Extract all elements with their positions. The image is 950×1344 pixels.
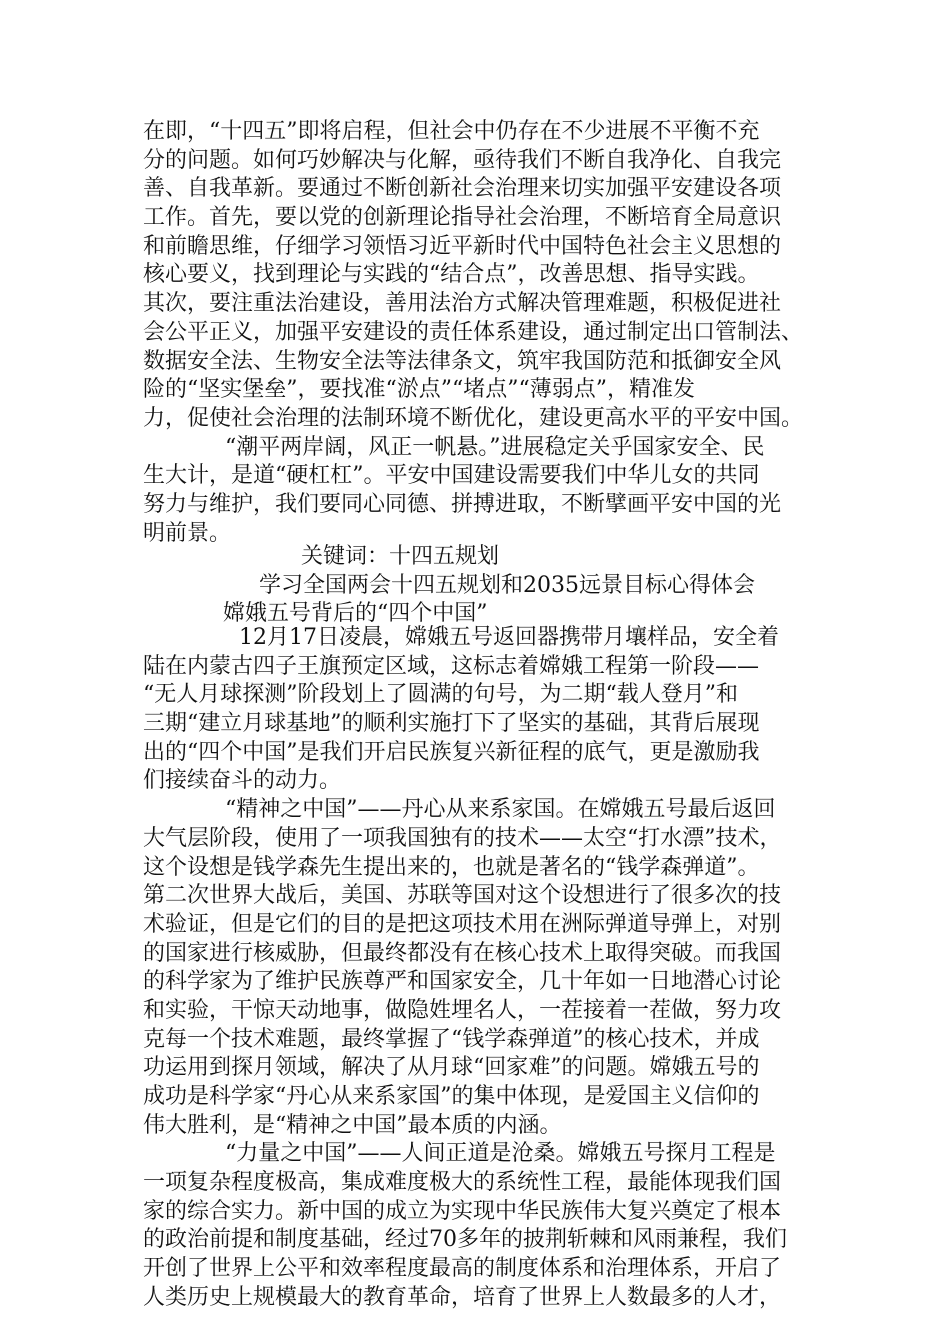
text-line: 这个设想是钱学森先生提出来的，也就是著名的“钱学森弹道”。 [143,854,760,880]
text-line: 一项复杂程度极高，集成难度极大的系统性工程，最能体现我们国 [143,1170,782,1196]
text-line: 术验证，但是它们的目的是把这项技术用在洲际弹道导弹上，对别 [143,911,782,937]
text-line: “潮平两岸阔，风正一帆悬。”进展稳定关乎国家安全、民 [225,434,765,460]
text-line: 善、自我革新。要通过不断创新社会治理来切实加强平安建设各项 [143,176,782,202]
text-line: 会公平正义，加强平安建设的责任体系建设，通过制定出口管制法、 [143,319,804,345]
text-line: 们接续奋斗的动力。 [143,768,342,794]
text-line: 努力与维护，我们要同心同德、拼搏进取，不断擘画平安中国的光 [143,491,782,517]
heading-block [143,543,813,629]
text-line: 大气层阶段，使用了一项我国独有的技术——太空“打水漂”技术， [143,825,782,851]
text-line: 其次，要注重法治建设，善用法治方式解决管理难题，积极促进社 [143,291,782,317]
text-line: 第二次世界大战后，美国、苏联等国对这个设想进行了很多次的技 [143,883,782,909]
text-line: 的国家进行核威胁，但最终都没有在核心技术上取得突破。而我国 [143,940,782,966]
document-title: 学习全国两会十四五规划和2035远景目标心得体会 [259,572,755,598]
text-line: 在即，“十四五”即将启程，但社会中仍存在不少进展不平衡不充 [143,119,760,144]
text-line: 伟大胜利，是“精神之中国”最本质的内涵。 [143,1112,562,1138]
text-line: 核心要义，找到理论与实践的“结合点”，改善思想、指导实践。 [143,262,760,288]
paragraph-block-2 [143,624,813,1313]
text-line: 力，促使社会治理的法制环境不断优化，建设更高水平的平安中国。 [143,405,804,431]
text-line: “无人月球探测”阶段划上了圆满的句号，为二期“载人登月”和 [143,682,738,708]
text-line: 陆在内蒙古四子王旗预定区域，这标志着嫦娥工程第一阶段—— [143,653,760,679]
text-line: 的政治前提和制度基础，经过70多年的披荆斩棘和风雨兼程，我们 [143,1227,787,1253]
text-line: 生大计，是道“硬杠杠”。平安中国建设需要我们中华儿女的共同 [143,463,760,489]
text-line: 开创了世界上公平和效率程度最高的制度体系和治理体系，开启了 [143,1256,782,1282]
text-line: 明前景。 [143,520,232,546]
text-line: “精神之中国”——丹心从来系家国。在嫦娥五号最后返回 [225,797,776,823]
document-subtitle: 嫦娥五号背后的“四个中国” [223,601,488,627]
text-line: “力量之中国”——人间正道是沧桑。嫦娥五号探月工程是 [225,1141,776,1167]
text-line: 出的“四个中国”是我们开启民族复兴新征程的底气，更是激励我 [143,739,760,765]
keywords-line: 关键词：十四五规划 [301,544,500,569]
text-line: 工作。首先，要以党的创新理论指导社会治理，不断培育全局意识 [143,205,782,231]
text-line: 的科学家为了维护民族尊严和国家安全，几十年如一日地潜心讨论 [143,969,782,995]
text-line: 数据安全法、生物安全法等法律条文，筑牢我国防范和抵御安全风 [143,348,782,374]
text-line: 12月17日凌晨，嫦娥五号返回器携带月壤样品，安全着 [239,625,779,650]
text-line: 和前瞻思维，仔细学习领悟习近平新时代中国特色社会主义思想的 [143,233,782,259]
paragraph-block-1 [143,118,813,548]
text-line: 家的综合实力。新中国的成立为实现中华民族伟大复兴奠定了根本 [143,1198,782,1224]
text-line: 功运用到探月领域，解决了从月球“回家难”的问题。嫦娥五号的 [143,1055,760,1081]
text-line: 险的“坚实堡垒”，要找准“淤点”“堵点”“薄弱点”，精准发 [143,377,695,403]
text-line: 三期“建立月球基地”的顺利实施打下了坚实的基础，其背后展现 [143,711,760,737]
text-line: 分的问题。如何巧妙解决与化解，亟待我们不断自我净化、自我完 [143,147,782,173]
text-line: 克每一个技术难题，最终掌握了“钱学森弹道”的核心技术，并成 [143,1026,760,1052]
text-line: 人类历史上规模最大的教育革命，培育了世界上人数最多的人才， [143,1284,782,1310]
text-line: 和实验，干惊天动地事，做隐姓埋名人，一茬接着一茬做，努力攻 [143,997,782,1023]
text-line: 成功是科学家“丹心从来系家国”的集中体现，是爱国主义信仰的 [143,1084,760,1109]
